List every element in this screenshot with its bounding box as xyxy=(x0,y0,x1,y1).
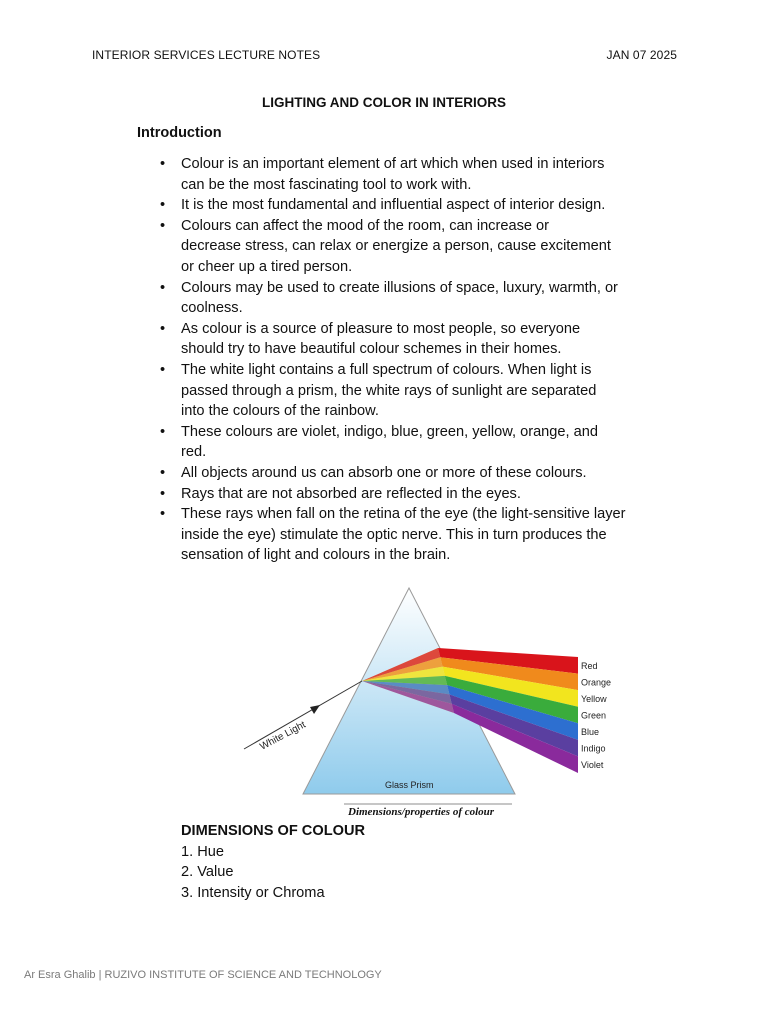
bullet-item xyxy=(160,463,700,484)
bullet-item xyxy=(160,360,700,422)
bullet-line: red. xyxy=(181,444,207,461)
label-orange: Orange xyxy=(581,677,612,688)
dimensions-block xyxy=(181,821,365,903)
bullet-line: • These rays when fall on the retina of the eye (the light-sensitive layer xyxy=(181,506,626,523)
page-title: LIGHTING AND COLOR IN INTERIORS xyxy=(262,95,506,110)
label-green: Green xyxy=(581,710,607,721)
bullet-item xyxy=(160,154,700,195)
bullet-line: passed through a prism, the white rays of sunlight are separated xyxy=(181,382,597,399)
label-red: Red xyxy=(581,660,598,671)
bullet-line: • Colours may be used to create illusions of space, luxury, warmth, or xyxy=(181,279,618,296)
bullet-line: • All objects around us can absorb one or more of these colours. xyxy=(181,464,587,481)
bullet-item xyxy=(160,319,700,360)
prism-diagram xyxy=(240,582,620,822)
bullet-line: • Colours can affect the mood of the room, can increase or xyxy=(181,217,550,234)
bullet-line: • As colour is a source of pleasure to most people, so everyone xyxy=(181,320,581,337)
bullet-line: into the colours of the rainbow. xyxy=(181,403,379,420)
bullet-item xyxy=(160,195,700,216)
bullet-item xyxy=(160,422,700,463)
bullet-line: • It is the most fundamental and influential aspect of interior design. xyxy=(181,197,606,214)
bullet-line: inside the eye) stimulate the optic nerve. This in turn produces the xyxy=(181,526,607,543)
dimensions-title: DIMENSIONS OF COLOUR xyxy=(181,823,366,839)
prism-figure xyxy=(240,582,620,822)
bullet-line: sensation of light and colours in the brain. xyxy=(181,547,451,564)
dimension-item: 3. Intensity or Chroma xyxy=(181,884,325,901)
bullet-line: • The white light contains a full spectrum of colours. When light is xyxy=(181,361,592,378)
bullet-line: decrease stress, can relax or energize a person, cause excitement xyxy=(181,238,611,255)
label-yellow: Yellow xyxy=(581,693,607,704)
dimension-item: 1. Hue xyxy=(181,843,224,860)
arrow-head xyxy=(310,705,320,714)
bullet-line: should try to have beautiful colour schemes in their homes. xyxy=(181,341,562,358)
bullet-line: • Rays that are not absorbed are reflected in the eyes. xyxy=(181,485,521,502)
label-indigo: Indigo xyxy=(581,743,606,754)
section-heading: Introduction xyxy=(137,125,222,141)
bullet-item xyxy=(160,278,700,319)
header-date: JAN 07 2025 xyxy=(606,48,677,62)
bullet-line: • These colours are violet, indigo, blue, green, yellow, orange, and xyxy=(181,423,598,440)
bullet-line: • Colour is an important element of art which when used in interiors xyxy=(181,156,605,172)
footer-text: Ar Esra Ghalib | RUZIVO INSTITUTE OF SCIENCE AND TECHNOLOGY xyxy=(24,969,382,981)
spectrum-labels xyxy=(581,661,611,770)
prism-label: Glass Prism xyxy=(385,780,434,790)
bullet-item xyxy=(160,504,700,566)
figure-caption: Dimensions/properties of colour xyxy=(348,806,495,818)
header-left: INTERIOR SERVICES LECTURE NOTES xyxy=(92,48,321,62)
bullet-item xyxy=(160,484,700,505)
bullet-line: can be the most fascinating tool to work with. xyxy=(181,176,472,193)
bullet-line: coolness. xyxy=(181,300,243,317)
white-light-label: White Light xyxy=(258,719,308,753)
bullet-list xyxy=(160,154,700,566)
bullet-item xyxy=(160,216,700,278)
label-blue: Blue xyxy=(581,727,600,738)
bullet-line: or cheer up a tired person. xyxy=(181,258,353,275)
label-violet: Violet xyxy=(581,760,604,771)
dimension-item: 2. Value xyxy=(181,864,234,880)
